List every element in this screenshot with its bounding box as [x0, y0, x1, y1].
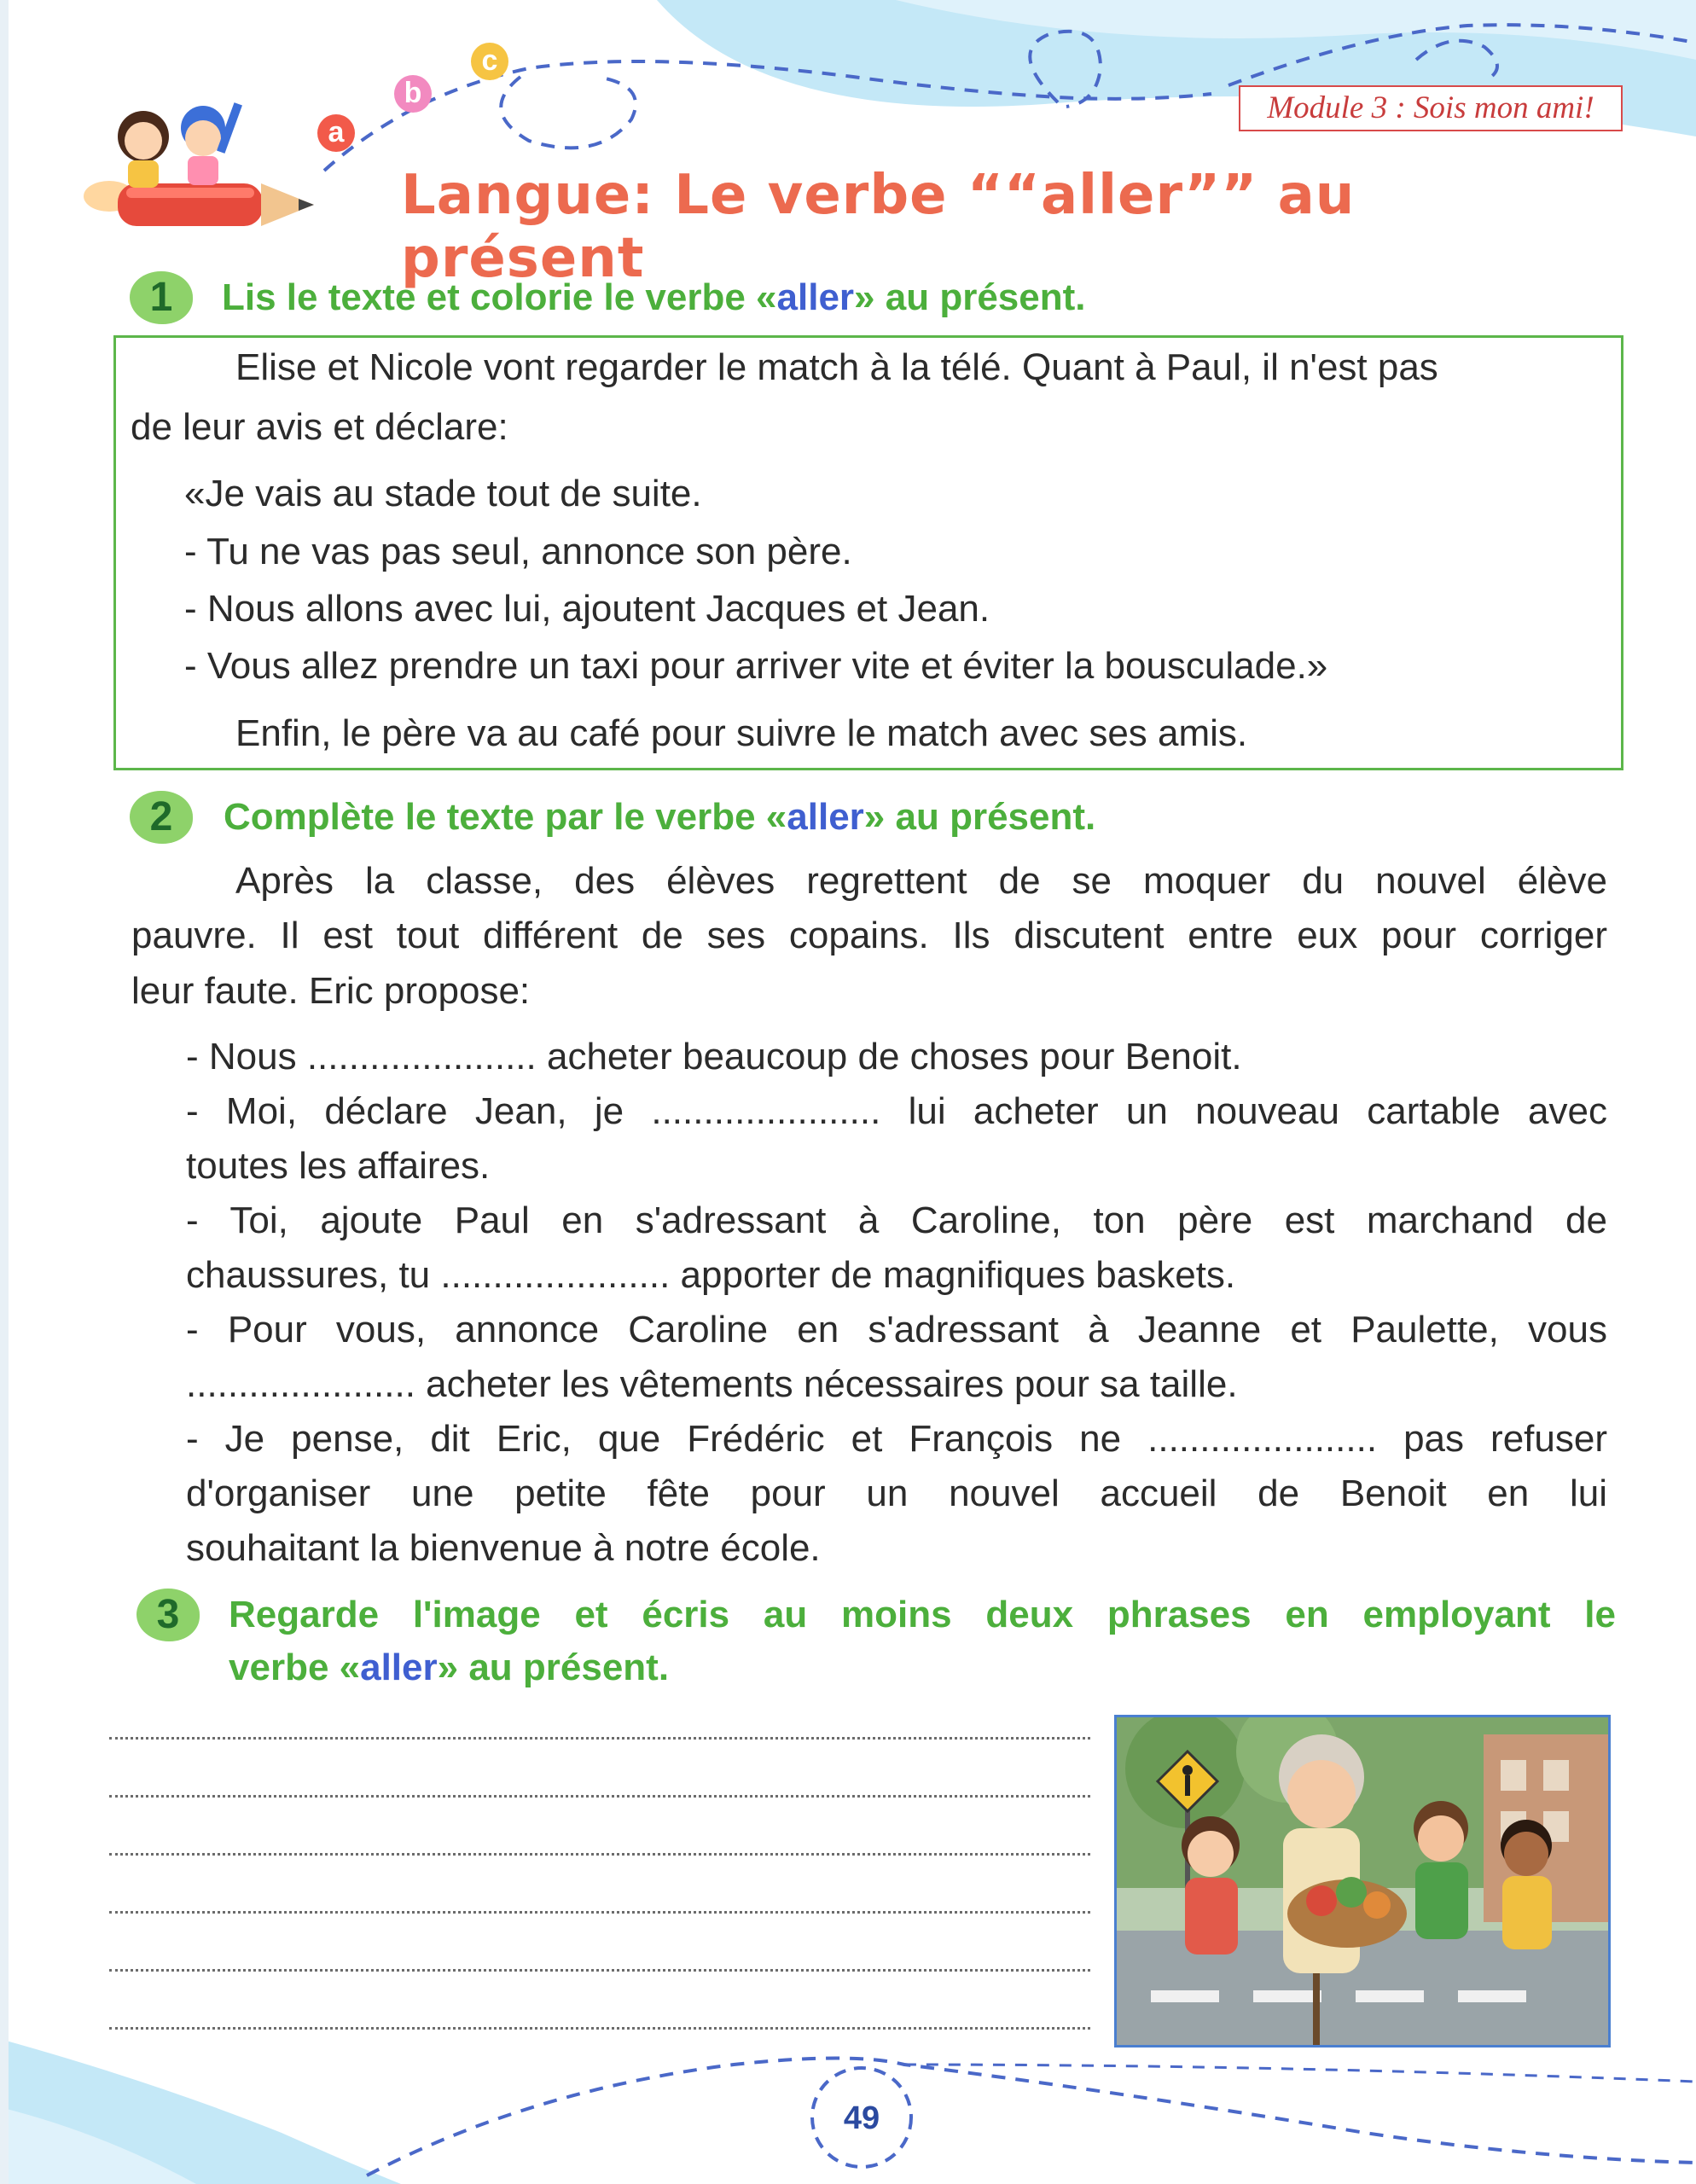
page-number: 49 — [843, 2100, 880, 2136]
exercise-2-instruction-after: » au présent. — [863, 796, 1096, 838]
exercise-2-dialogue-line-3: toutes les affaires. — [186, 1145, 491, 1187]
exercise-3-instruction-line-2 — [229, 1641, 669, 1694]
exercise-2-dialogue-line-10: souhaitant la bienvenue à notre école. — [186, 1527, 821, 1569]
letter-a-bubble: a — [317, 114, 355, 152]
exercise-2-dialogue-line-4: - Toi, ajoute Paul en s'adressant à Caroline, ton père est marchand de — [186, 1199, 1607, 1241]
exercise-2-number: 2 — [130, 791, 193, 844]
answer-line[interactable] — [109, 2027, 1090, 2030]
letter-b-bubble: b — [394, 75, 432, 113]
page-title: Langue: Le verbe ““aller”” au présent — [401, 164, 1356, 290]
answer-line[interactable] — [109, 1737, 1090, 1740]
exercise-2-instruction-before: Complète le texte par le verbe « — [224, 796, 787, 838]
exercise-1-line-4: - Tu ne vas pas seul, annonce son père. — [184, 531, 852, 572]
letter-c-bubble: c — [471, 43, 508, 80]
exercise-1-verb: aller — [776, 276, 855, 318]
children-helping-grandmother-image — [1117, 1717, 1608, 2045]
kids-on-pencil-illustration — [75, 68, 331, 256]
exercise-2-dialogue-line-2: - Moi, déclare Jean, je ...................... lui acheter un nouveau cartable avec — [186, 1090, 1607, 1132]
exercise-3-instruction-after: » au présent. — [437, 1647, 670, 1688]
exercise-2-dialogue-line-1: - Nous ...................... acheter beaucoup de choses pour Benoit. — [186, 1036, 1242, 1077]
exercise-1-line-5: - Nous allons avec lui, ajoutent Jacques et Jean. — [184, 588, 990, 630]
exercise-2-dialogue-line-6: - Pour vous, annonce Caroline en s'adressant à Jeanne et Paulette, vous — [186, 1309, 1607, 1350]
exercise-3-number: 3 — [136, 1589, 200, 1641]
exercise-1-number: 1 — [130, 271, 193, 324]
answer-line[interactable] — [109, 1795, 1090, 1798]
exercise-1-instruction — [222, 271, 1085, 324]
exercise-2-dialogue-line-8: - Je pense, dit Eric, que Frédéric et François ne ...................... pas refuser — [186, 1418, 1607, 1460]
module-tag: Module 3 : Sois mon ami! — [1239, 85, 1623, 131]
exercise-1-instruction-before: Lis le texte et colorie le verbe « — [222, 276, 777, 318]
exercise-3-instruction-before: verbe « — [229, 1647, 361, 1688]
exercise-2-intro-line-1: Après la classe, des élèves regrettent de se moquer du nouvel élève — [235, 860, 1607, 902]
exercise-1-line-1: Elise et Nicole vont regarder le match à la télé. Quant à Paul, il n'est pas — [235, 346, 1438, 388]
exercise-2-dialogue-line-5: chaussures, tu ...................... apporter de magnifiques baskets. — [186, 1254, 1236, 1296]
exercise-1-instruction-after: » au présent. — [854, 276, 1086, 318]
exercise-2-dialogue-line-7: ...................... acheter les vêtements nécessaires pour sa taille. — [186, 1363, 1238, 1405]
exercise-3-picture — [1114, 1715, 1611, 2048]
exercise-2-dialogue-line-9: d'organiser une petite fête pour un nouvel accueil de Benoit en lui — [186, 1472, 1607, 1514]
exercise-3-instruction-line-1: Regarde l'image et écris au moins deux phrases en employant le — [229, 1594, 1616, 1635]
exercise-1-line-6: - Vous allez prendre un taxi pour arriver vite et éviter la bousculade.» — [184, 645, 1328, 687]
exercise-2-verb: aller — [787, 796, 864, 838]
answer-line[interactable] — [109, 1969, 1090, 1972]
exercise-2-intro-line-2: pauvre. Il est tout différent de ses copains. Ils discutent entre eux pour corriger — [131, 915, 1607, 956]
exercise-2-intro-line-3: leur faute. Eric propose: — [131, 970, 531, 1012]
exercise-1-line-7: Enfin, le père va au café pour suivre le match avec ses amis. — [235, 712, 1248, 754]
exercise-3-verb: aller — [360, 1647, 438, 1688]
answer-line[interactable] — [109, 1853, 1090, 1856]
exercise-2-instruction — [224, 791, 1095, 844]
answer-line[interactable] — [109, 1911, 1090, 1914]
exercise-1-line-3: «Je vais au stade tout de suite. — [184, 473, 702, 514]
exercise-1-line-2: de leur avis et déclare: — [131, 406, 508, 448]
